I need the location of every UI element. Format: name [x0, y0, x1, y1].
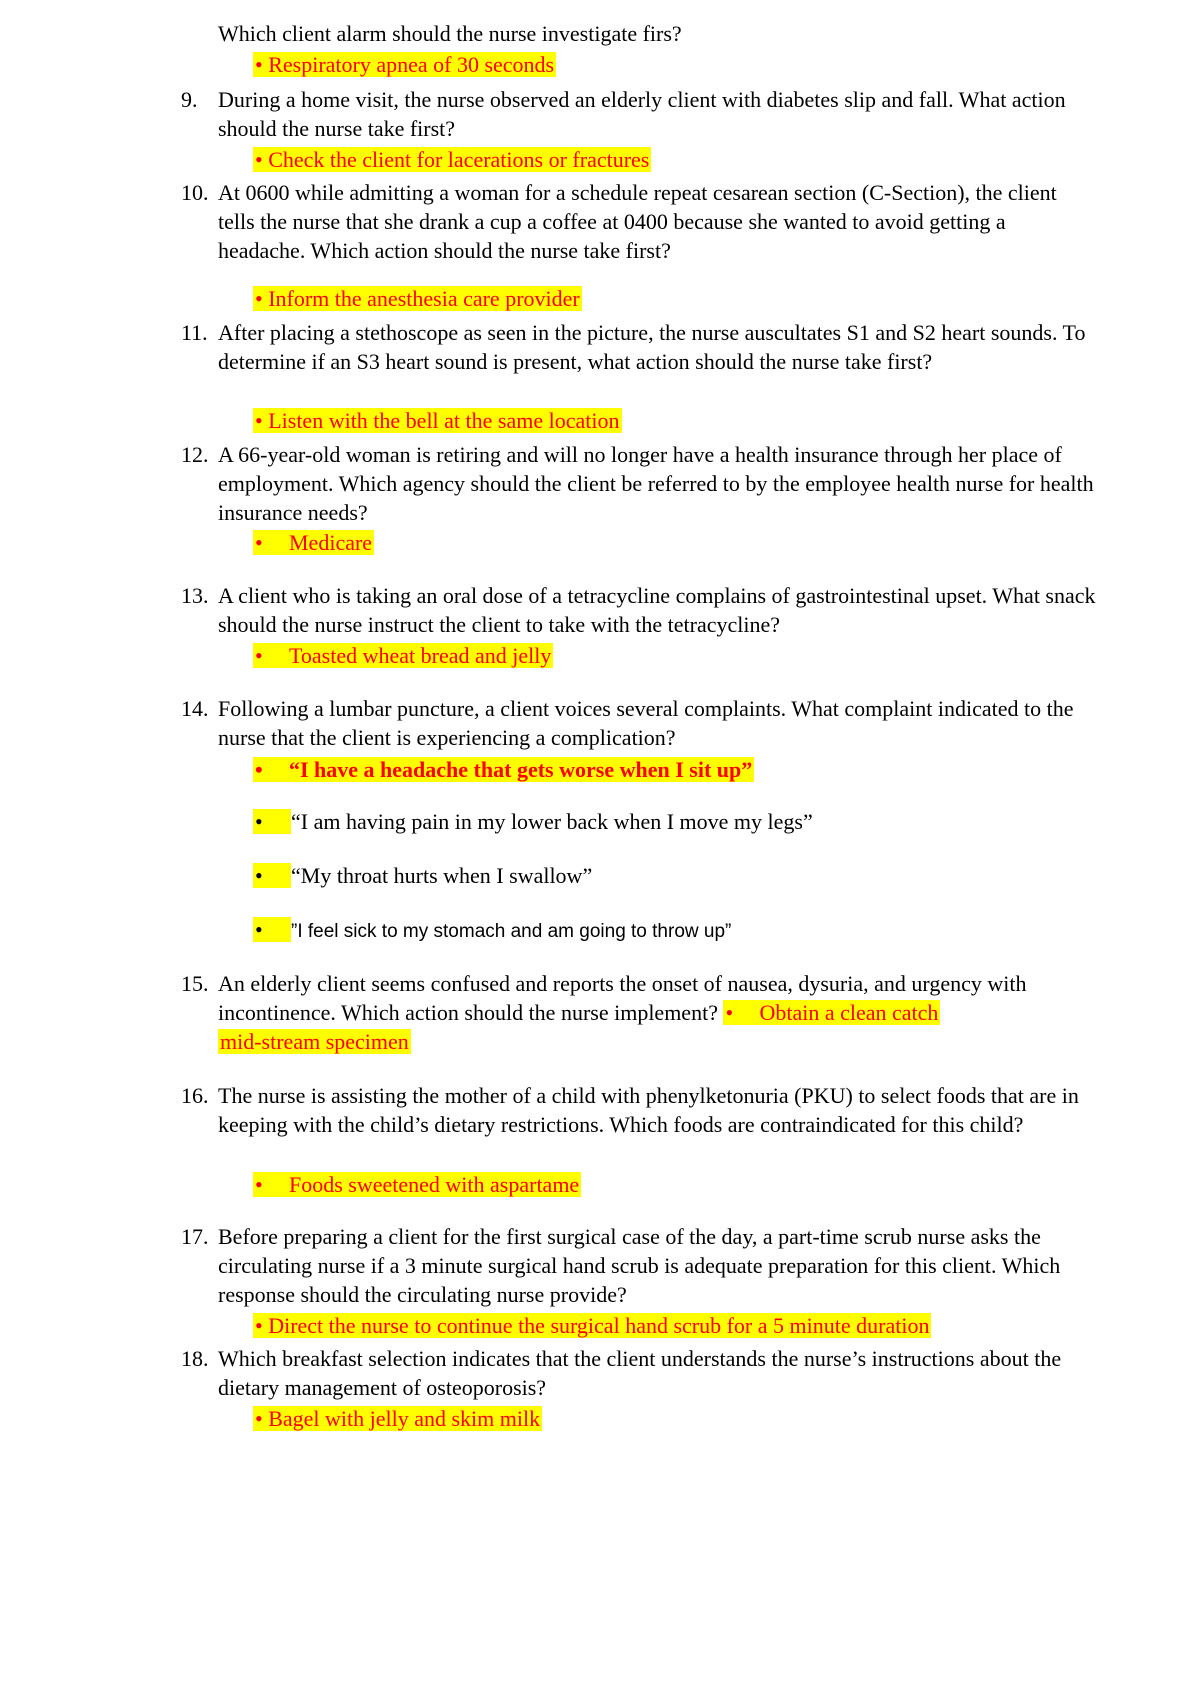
question-number: 14. [181, 696, 209, 721]
question-12 [181, 440, 1098, 527]
answer-14-option-1 [253, 755, 754, 784]
bullet: • [255, 52, 263, 77]
question-text: Following a lumbar puncture, a client voices several complaints. What complaint indicated to the nurse that the client is experiencing a complication? [218, 696, 1074, 750]
question-18 [181, 1344, 1098, 1402]
answer-17 [253, 1311, 931, 1340]
answer-text: Bagel with jelly and skim milk [268, 1406, 541, 1431]
bullet: • [255, 1406, 263, 1431]
answer-text: Respiratory apnea of 30 seconds [268, 52, 555, 77]
question-text: A 66-year-old woman is retiring and will no longer have a health insurance through her place of employment. Which agency should the client be referred to by the employee health nurse for health insurance needs? [218, 442, 1094, 525]
question-17 [181, 1222, 1098, 1309]
question-text: A client who is taking an oral dose of a tetracycline complains of gastrointestinal upset. What snack should the nurse instruct the client to take with the tetracycline? [218, 583, 1096, 637]
answer-text: Foods sweetened with aspartame [289, 1172, 580, 1197]
bullet: • [255, 863, 263, 888]
answer-10 [253, 284, 582, 313]
bullet: • [255, 530, 263, 555]
answer-8 [253, 50, 556, 79]
bullet: • [255, 1172, 263, 1197]
question-number: 12. [181, 442, 209, 467]
answer-text: Inform the anesthesia care provider [268, 286, 580, 311]
answer-12 [253, 528, 374, 557]
answer-text: Check the client for lacerations or fractures [268, 147, 650, 172]
question-number: 16. [181, 1083, 209, 1108]
option-text: “My throat hurts when I swallow” [291, 863, 593, 888]
bullet: • [255, 917, 263, 942]
answer-text: “I have a headache that gets worse when I sit up” [289, 757, 753, 782]
question-number: 9. [181, 87, 198, 112]
answer-text: Listen with the bell at the same location [268, 408, 620, 433]
question-16 [181, 1081, 1098, 1139]
bullet: • [255, 643, 263, 668]
question-text: Before preparing a client for the first surgical case of the day, a part-time scrub nurse asks the circulating nurse if a 3 minute surgical hand scrub is adequate preparation for this client. Which response should the circulating nurse provide? [218, 1224, 1061, 1307]
question-text: An elderly client seems confused and reports the onset of nausea, dysuria, and urgency with incontinence. Which action should the nurse implement? [218, 971, 1027, 1025]
question-11 [181, 318, 1098, 376]
bullet: • [255, 286, 263, 311]
answer-15-continued: mid-stream specimen [220, 1029, 409, 1054]
bullet: • [725, 1000, 734, 1025]
answer-18 [253, 1404, 542, 1433]
answer-text: Direct the nurse to continue the surgical hand scrub for a 5 minute duration [268, 1313, 930, 1338]
question-text: The nurse is assisting the mother of a child with phenylketonuria (PKU) to select foods that are in keeping with the child’s dietary restrictions. Which foods are contraindicated for this child? [218, 1083, 1079, 1137]
answer-14-option-3 [253, 861, 592, 890]
question-text: At 0600 while admitting a woman for a schedule repeat cesarean section (C-Section), the client tells the nurse that she drank a cup a coffee at 0400 because she wanted to avoid getting a headache. Which action should the nurse take first? [218, 180, 1057, 263]
answer-15-inline [723, 1000, 940, 1025]
option-text: ”I feel sick to my stomach and am going to throw up” [291, 921, 732, 942]
answer-text: Medicare [289, 530, 373, 555]
question-number: 15. [181, 971, 209, 996]
question-9 [181, 85, 1098, 143]
bullet: • [255, 1313, 263, 1338]
question-10 [181, 178, 1098, 265]
answer-16 [253, 1170, 581, 1199]
answer-text: Toasted wheat bread and jelly [289, 643, 552, 668]
question-8 [218, 19, 1098, 48]
bullet: • [255, 757, 263, 782]
question-13 [181, 581, 1098, 639]
question-number: 11. [181, 320, 208, 345]
question-number: 17. [181, 1224, 209, 1249]
answer-14-option-2 [253, 807, 813, 836]
question-text: Which client alarm should the nurse investigate firs? [218, 21, 682, 46]
question-14 [181, 694, 1098, 752]
answer-13 [253, 641, 553, 670]
answer-text: Obtain a clean catch [759, 1000, 939, 1025]
question-text: Which breakfast selection indicates that the client understands the nurse’s instructions about the dietary management of osteoporosis? [218, 1346, 1062, 1400]
answer-11 [253, 406, 622, 435]
bullet: • [255, 809, 263, 834]
question-number: 10. [181, 180, 209, 205]
bullet: • [255, 408, 263, 433]
answer-9 [253, 145, 651, 174]
bullet: • [255, 147, 263, 172]
question-text: During a home visit, the nurse observed an elderly client with diabetes slip and fall. What action should the nurse take first? [218, 87, 1066, 141]
question-text: After placing a stethoscope as seen in the picture, the nurse auscultates S1 and S2 heart sounds. To determine if an S3 heart sound is present, what action should the nurse take first? [218, 320, 1086, 374]
answer-14-option-4 [253, 915, 731, 946]
question-number: 18. [181, 1346, 209, 1371]
question-15 [181, 969, 1098, 1056]
option-text: “I am having pain in my lower back when I move my legs” [291, 809, 813, 834]
question-number: 13. [181, 583, 209, 608]
